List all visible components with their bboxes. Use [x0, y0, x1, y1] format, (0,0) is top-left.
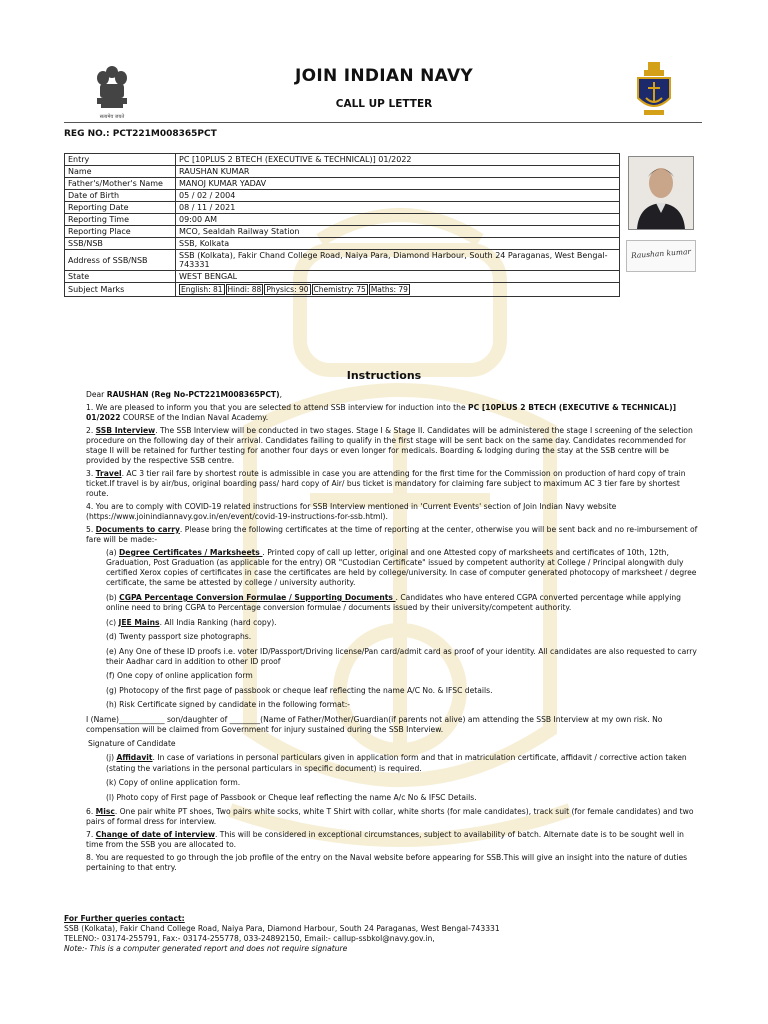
text: . One pair white PT shoes, Two pairs white socks, white T Shirt with collar, white shorts (for male candidates), track suit (for female candidates) and two pairs of formal dress for interview.: [86, 807, 694, 827]
instruction-6: [86, 807, 702, 827]
num: 2.: [86, 425, 96, 435]
num: 7.: [86, 830, 96, 840]
table-row: [65, 271, 620, 283]
salutation-name: RAUSHAN (Reg No-PCT221M008365PCT): [106, 390, 280, 399]
page-subtitle: CALL UP LETTER: [335, 98, 433, 110]
entry-name: PC [10PLUS 2 BTECH (EXECUTIVE & TECHNICAL)] 01/2022: [86, 402, 677, 422]
detail-label: Entry: [65, 154, 176, 166]
page-title: JOIN INDIAN NAVY: [294, 66, 474, 86]
risk-certificate-text: I (Name)____________ son/daughter of ________(Name of Father/Mother/Guardian(if parents not alive) am attending the SSB Interview at my own risk. No compensation will be claimed from Government for injury sustained during the SSB Interview.: [86, 714, 663, 735]
table-row: [65, 190, 620, 202]
table-row: [65, 202, 620, 214]
signature-of-candidate: Signature of Candidate: [88, 739, 176, 749]
doc-item-e: (e) Any One of these ID proofs i.e. voter ID/Passport/Driving license/Pan card/admit card as proof of your identity. All candidates are also requested to carry their Aadhar card in addition to other ID proof: [106, 646, 697, 666]
detail-value: SSB (Kolkata), Fakir Chand College Road, Naiya Para, Diamond Harbour, South 24 Paraganas, West Bengal-743331: [176, 250, 620, 271]
footer-note: Note:- This is a computer generated report and does not require signature: [64, 944, 348, 953]
item-title: Affidavit: [116, 753, 153, 763]
detail-label: Date of Birth: [65, 190, 176, 202]
instruction-7: [86, 830, 702, 850]
text: . Printed copy of call up letter, original and one Attested copy of marksheets and certificates of 10th, 12th, Graduation, Post Graduation (as applicable for the entry) OR "Custodian Certificate" issued by competent authority at College / Principal alongwith duly certified Xerox copies of certificates in case the certificates are held by college/university. In case of computer generated photocopy of marksheet / degree certificate, the same be attested by college / university authority.: [106, 547, 697, 588]
instruction-title: Misc: [95, 807, 115, 817]
detail-label: Reporting Date: [65, 202, 176, 214]
mark-english: English: 81: [181, 285, 223, 294]
text: . Candidates who have entered CGPA converted percentage while applying online need to bring CGPA to Percentage conversion formulae / documents issued by their university/competent authority.: [106, 592, 681, 613]
instruction-title: SSB Interview: [95, 425, 156, 435]
footer-address: SSB (Kolkata), Fakir Chand College Road, Naiya Para, Diamond Harbour, South 24 Paraganas, West Bengal-743331: [64, 924, 500, 933]
doc-item-c: [106, 618, 702, 628]
detail-value: MANOJ KUMAR YADAV: [176, 178, 620, 190]
reg-number: [64, 129, 217, 139]
num: 6.: [86, 807, 96, 817]
text: 1. We are pleased to inform you that you are selected to attend SSB interview for induction into the: [86, 402, 469, 412]
detail-label: Reporting Place: [65, 226, 176, 238]
instruction-1: [86, 403, 702, 423]
candidate-signature: [626, 240, 696, 272]
table-row: [65, 214, 620, 226]
footer-contact: TELENO:- 03174-255791, Fax:- 03174-255778, 033-24892150, Email:- callup-ssbkol@navy.gov.in,: [64, 934, 435, 943]
doc-item-l: (l) Photo copy of First page of Passbook or Cheque leaf reflecting the name A/c No & IFSC Details.: [106, 792, 477, 802]
doc-item-b: [106, 593, 702, 613]
signature-text: Raushan kumar: [630, 246, 692, 261]
table-row: [65, 226, 620, 238]
doc-item-g: (g) Photocopy of the first page of passbook or cheque leaf reflecting the name A/C No. & IFSC details.: [106, 685, 493, 695]
detail-value: 08 / 11 / 2021: [176, 202, 620, 214]
detail-value: 09:00 AM: [176, 214, 620, 226]
mark-hindi: Hindi: 88: [227, 285, 262, 294]
detail-value: 05 / 02 / 2004: [176, 190, 620, 202]
doc-item-k: (k) Copy of online application form.: [106, 778, 241, 788]
salutation-prefix: Dear: [86, 390, 107, 399]
salutation-suffix: ,: [279, 390, 282, 399]
footer: [64, 914, 704, 954]
text: COURSE of the Indian Naval Academy.: [120, 412, 269, 422]
mark-maths: Maths: 79: [370, 285, 408, 294]
table-row: [65, 178, 620, 190]
doc-item-d: (d) Twenty passport size photographs.: [106, 632, 252, 642]
table-row: [65, 154, 620, 166]
num: (b): [106, 592, 120, 602]
text: . This will be considered in exceptional circumstances, subject to availability of batch. Alternate date is to be sought well in time from the SSB you are allocated to.: [86, 830, 684, 850]
table-row: [65, 166, 620, 178]
num: (a): [106, 547, 119, 557]
doc-item-a: [106, 548, 702, 589]
documents-list-2: [86, 753, 702, 802]
table-row: [65, 283, 620, 297]
doc-item-j: [106, 753, 702, 773]
reg-value: PCT221M008365PCT: [112, 129, 217, 139]
instruction-title: Travel: [95, 468, 122, 478]
detail-value: WEST BENGAL: [176, 271, 620, 283]
instructions-heading: Instructions: [346, 369, 422, 382]
footer-heading: For Further queries contact:: [64, 914, 185, 923]
num: 3.: [86, 468, 96, 478]
detail-label: Address of SSB/NSB: [65, 250, 176, 271]
doc-item-f: (f) One copy of online application form: [106, 671, 253, 681]
subject-marks: [176, 283, 620, 297]
text: . The SSB Interview will be conducted in two stages. Stage I & Stage II. Candidates will be administered the stage I screening of the selection procedure on the following day of their arrival. Candidates failing to qualify in the first stage will be sent back on the same day. Candidates recommended for stage II will be retained for further testing for another four days or even longer for medicals. Boarding & lodging during the stay at the SSB centre will be provided by the respective SSB centre.: [86, 425, 693, 466]
num: 5.: [86, 524, 96, 534]
instruction-2: [86, 426, 702, 467]
candidate-photo: [628, 156, 694, 230]
mark-physics: Physics: 90: [266, 285, 309, 294]
table-row: [65, 250, 620, 271]
text: . All India Ranking (hard copy).: [159, 617, 277, 627]
detail-label: Name: [65, 166, 176, 178]
detail-value: SSB, Kolkata: [176, 238, 620, 250]
item-title: CGPA Percentage Conversion Formulae / Supporting Documents: [119, 592, 396, 602]
instruction-3: [86, 469, 702, 500]
documents-list: [86, 548, 702, 711]
item-title: JEE Mains: [118, 617, 160, 627]
table-row: [65, 238, 620, 250]
text: . AC 3 tier rail fare by shortest route is admissible in case you are attending for the first time for the Commission on production of hard copy of train ticket.If travel is by air/bus, original boarding pass/ hard copy of Air/ bus ticket is mandatory for claiming fare subject to maximum AC 3 tier fare by shortest route.: [86, 468, 686, 499]
instruction-title: Change of date of interview: [95, 830, 215, 840]
salutation: [86, 390, 702, 400]
num: (c): [106, 617, 119, 627]
num: (j): [106, 753, 117, 763]
candidate-details-table: [64, 153, 620, 297]
detail-value: MCO, Sealdah Railway Station: [176, 226, 620, 238]
instruction-4: 4. You are to comply with COVID-19 related instructions for SSB Interview mentioned in 'Current Events' section of Join Indian Navy website (https://www.joinindiannavy.gov.in/en/event/covid-19-instructions-for-ssb.html).: [86, 502, 617, 522]
detail-label: Reporting Time: [65, 214, 176, 226]
emblem-caption: सत्यमेव जयते: [99, 114, 125, 120]
reg-label: REG NO.:: [64, 129, 110, 139]
detail-label: Subject Marks: [65, 283, 176, 297]
detail-label: State: [65, 271, 176, 283]
person-icon: [629, 157, 693, 229]
detail-value: RAUSHAN KUMAR: [176, 166, 620, 178]
instruction-title: Documents to carry: [95, 524, 180, 534]
instruction-8: 8. You are requested to go through the job profile of the entry on the Naval website before appearing for SSB.This will give an insight into the nature of duties pertaining to that entry.: [86, 852, 688, 873]
text: . In case of variations in personal particulars given in application form and that in matriculation certificate, affidavit / corrective action taken (stating the variations in the personal particulars in specific document) is required.: [106, 753, 687, 773]
mark-chemistry: Chemistry: 75: [313, 285, 366, 294]
instructions-body: [86, 390, 702, 876]
detail-label: Father's/Mother's Name: [65, 178, 176, 190]
text: . Please bring the following certificates at the time of reporting at the center, otherwise you will be sent back and no re-imbursement of fare will be made:-: [86, 524, 698, 545]
detail-value: PC [10PLUS 2 BTECH (EXECUTIVE & TECHNICAL)] 01/2022: [176, 154, 620, 166]
item-title: Degree Certificates / Marksheets: [119, 547, 263, 557]
instruction-5: [86, 525, 702, 545]
detail-label: SSB/NSB: [65, 238, 176, 250]
header-divider: [64, 122, 702, 123]
doc-item-h: (h) Risk Certificate signed by candidate in the following format:-: [106, 700, 351, 710]
